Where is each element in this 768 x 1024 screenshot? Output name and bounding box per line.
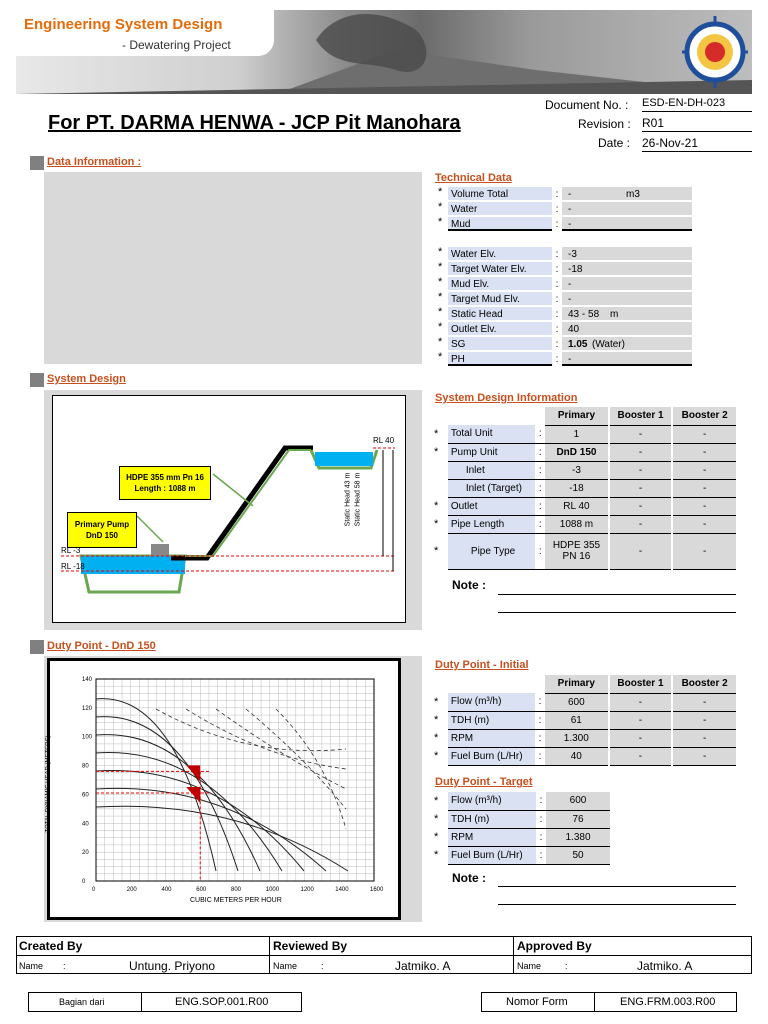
section-marker [30, 156, 44, 170]
system-note-label: Note : [452, 578, 486, 592]
system-info-primary: 1 [545, 425, 609, 443]
x-tick-label: 200 [126, 887, 137, 893]
system-diagram [52, 395, 406, 623]
system-info-key: Pipe Type [448, 533, 535, 569]
duty-target-key: Fuel Burn (L/Hr) [448, 846, 536, 864]
duty-point-heading: Duty Point - DnD 150 [47, 640, 156, 652]
duty-target-row: * RPM : 1.380 [434, 828, 610, 846]
technical-row: * Water : - [434, 202, 690, 217]
technical-row: * Static Head : 43 - 58 m [434, 307, 690, 322]
form-value: ENG.FRM.003.R00 [620, 996, 716, 1008]
duty-target-primary: 1.380 [546, 828, 610, 846]
company-logo [682, 14, 748, 90]
technical-row: * Volume Total : - m3 [434, 187, 690, 202]
target-note-line-1 [498, 886, 736, 887]
technical-value: - [562, 352, 692, 366]
name-colon: : [63, 961, 66, 971]
y-tick-label: 20 [82, 850, 89, 857]
x-tick-label: 600 [196, 887, 207, 893]
technical-value: 40 [562, 322, 692, 336]
duty-initial-booster1: - [609, 711, 673, 729]
column-header: Primary [545, 407, 609, 425]
x-tick-label: 800 [231, 887, 242, 893]
column-header: Booster 2 [672, 407, 736, 425]
x-tick-label: 1000 [265, 887, 280, 893]
required-marker: * [438, 306, 443, 318]
required-marker: * [438, 351, 443, 363]
system-info-booster2: - [672, 443, 736, 461]
duty-initial-primary: 40 [545, 747, 609, 765]
system-info-primary: -18 [545, 479, 609, 497]
system-info-key: Inlet [448, 461, 535, 479]
doc-no-label: Document No. : [545, 98, 629, 112]
duty-target-primary: 76 [546, 810, 610, 828]
duty-initial-table [434, 675, 736, 766]
document-title: For PT. DARMA HENWA - JCP Pit Manohara [48, 112, 461, 134]
technical-value: -18 [562, 262, 692, 276]
duty-initial-row: * TDH (m) : 61 - - [434, 711, 736, 729]
technical-row: * Outlet Elv. : 40 [434, 322, 690, 337]
system-info-primary: 1088 m [545, 515, 609, 533]
date-value: 26-Nov-21 [642, 136, 752, 152]
technical-row: * SG : 1.05 (Water) [434, 337, 690, 352]
duty-initial-booster2: - [672, 747, 736, 765]
system-info-booster2: - [672, 479, 736, 497]
duty-target-heading: Duty Point - Target [435, 776, 533, 788]
system-info-primary: -3 [545, 461, 609, 479]
duty-target-key: RPM [448, 828, 536, 846]
technical-value: -3 [562, 247, 692, 261]
y-tick-label: 60 [82, 792, 89, 799]
x-tick-label: 1600 [370, 887, 384, 893]
section-marker [30, 373, 44, 387]
required-marker: * [434, 446, 439, 458]
system-info-row: * Pipe Length : 1088 m - - [434, 515, 736, 533]
y-tick-label: 80 [82, 763, 89, 770]
system-info-primary: DnD 150 [545, 443, 609, 461]
column-header: Booster 1 [609, 675, 673, 693]
required-marker: * [438, 336, 443, 348]
required-marker: * [434, 428, 439, 440]
duty-initial-primary: 1.300 [545, 729, 609, 747]
system-info-row: * Outlet : RL 40 - - [434, 497, 736, 515]
rl-b-label: RL -18 [61, 562, 85, 571]
bagian-value: ENG.SOP.001.R00 [175, 996, 269, 1008]
duty-target-row: * Fuel Burn (L/Hr) : 50 [434, 846, 610, 864]
required-marker: * [434, 849, 439, 861]
data-info-photo [44, 172, 422, 364]
duty-initial-key: RPM [448, 729, 535, 747]
revision-value: R01 [642, 116, 752, 132]
header-title: Engineering System Design [24, 16, 223, 33]
system-info-primary: RL 40 [545, 497, 609, 515]
static-head-a: Static Head 43 m [344, 472, 352, 527]
system-info-key: Inlet (Target) [448, 479, 535, 497]
technical-key: PH [448, 352, 552, 366]
technical-key: SG [448, 337, 552, 351]
system-info-table [434, 407, 736, 570]
revision-label: Revision : [578, 117, 631, 131]
system-info-booster1: - [609, 479, 673, 497]
required-marker: * [438, 276, 443, 288]
system-info-booster2: - [672, 515, 736, 533]
duty-target-row: * Flow (m³/h) : 600 [434, 792, 610, 810]
bagian-label: Bagian dari [59, 997, 105, 1007]
technical-key: Mud [448, 217, 552, 231]
x-tick-label: 1200 [300, 887, 314, 893]
name-label: Name [273, 961, 298, 971]
duty-initial-heading: Duty Point - Initial [435, 659, 529, 671]
duty-initial-primary: 61 [545, 711, 609, 729]
system-design-heading: System Design [47, 373, 126, 385]
name-colon: : [565, 961, 568, 971]
system-info-booster2: - [672, 425, 736, 443]
system-info-booster1: - [609, 461, 673, 479]
pump-curve-frame [44, 656, 422, 922]
duty-target-primary: 600 [546, 792, 610, 810]
name-label: Name [517, 961, 542, 971]
pipe-callout: HDPE 355 mm Pn 16 Length : 1088 m [119, 466, 211, 500]
system-info-booster1: - [609, 533, 673, 569]
duty-initial-booster2: - [672, 693, 736, 711]
approved-by-label: Approved By [517, 939, 592, 953]
duty-initial-key: TDH (m) [448, 711, 535, 729]
duty-target-key: Flow (m³/h) [448, 792, 536, 810]
technical-row: * Water Elv. : -3 [434, 247, 690, 262]
system-info-key: Total Unit [448, 425, 535, 443]
system-info-booster1: - [609, 497, 673, 515]
header-banner [16, 10, 752, 94]
system-info-row: * Total Unit : 1 - - [434, 425, 736, 443]
rl-top-label: RL 40 [373, 436, 395, 445]
technical-key: Static Head [448, 307, 552, 321]
system-info-key: Pump Unit [448, 443, 535, 461]
date-label: Date : [598, 136, 631, 150]
doc-no-value: ESD-EN-DH-023 [642, 97, 752, 112]
x-tick-label: 400 [161, 887, 172, 893]
system-diagram-frame [44, 390, 422, 630]
section-marker [30, 640, 44, 654]
duty-initial-row: * Flow (m³/h) : 600 - - [434, 693, 736, 711]
technical-value: - [562, 202, 692, 216]
x-tick-label: 1400 [335, 887, 349, 893]
technical-value: - [562, 277, 692, 291]
name-label: Name [19, 961, 44, 971]
technical-value: - m3 [562, 187, 692, 201]
y-tick-label: 40 [82, 821, 89, 828]
system-info-primary: HDPE 355 PN 16 [545, 533, 609, 569]
chart-x-label: CUBIC METERS PER HOUR [190, 897, 282, 904]
reviewed-by-label: Reviewed By [273, 939, 348, 953]
pump-callout: Primary Pump DnD 150 [67, 512, 137, 548]
column-header: Primary [545, 675, 609, 693]
required-marker: * [438, 321, 443, 333]
required-marker: * [434, 795, 439, 807]
column-header: Booster 1 [609, 407, 673, 425]
technical-value: - [562, 292, 692, 306]
duty-initial-primary: 600 [545, 693, 609, 711]
duty-initial-booster2: - [672, 729, 736, 747]
system-note-line-2 [498, 612, 736, 613]
approved-name: Jatmiko. A [637, 959, 693, 973]
duty-target-row: * TDH (m) : 76 [434, 810, 610, 828]
system-info-row: * Pipe Type : HDPE 355 PN 16 - - [434, 533, 736, 569]
required-marker: * [434, 813, 439, 825]
footer-form [481, 992, 737, 1012]
technical-key: Target Mud Elv. [448, 292, 552, 306]
system-note-line-1 [498, 594, 736, 595]
technical-value: - [562, 217, 692, 231]
technical-data-heading: Technical Data [435, 172, 512, 184]
required-marker: * [438, 246, 443, 258]
signature-block [16, 936, 752, 974]
system-info-booster1: - [609, 425, 673, 443]
static-head-b: Static Head 58 m [354, 472, 362, 527]
footer-bagian [28, 992, 302, 1012]
system-info-row: Inlet (Target) : -18 - - [434, 479, 736, 497]
system-info-booster2: - [672, 461, 736, 479]
system-info-heading: System Design Information [435, 392, 578, 404]
pump-curve-chart [47, 658, 401, 920]
technical-value: 1.05 (Water) [562, 337, 692, 351]
required-marker: * [434, 750, 439, 762]
chart-y-label: TOTAL DYNAMIC HEAD (METERS) [45, 735, 52, 833]
system-info-key: Pipe Length [448, 515, 535, 533]
duty-initial-booster2: - [672, 711, 736, 729]
technical-key: Water Elv. [448, 247, 552, 261]
duty-target-key: TDH (m) [448, 810, 536, 828]
y-tick-label: 0 [82, 879, 86, 885]
created-by-label: Created By [19, 939, 83, 953]
y-tick-label: 140 [82, 677, 93, 683]
technical-row: * Target Mud Elv. : - [434, 292, 690, 307]
target-note-label: Note : [452, 871, 486, 885]
required-marker: * [438, 216, 443, 228]
column-header: Booster 2 [672, 675, 736, 693]
required-marker: * [438, 261, 443, 273]
y-tick-label: 120 [82, 705, 93, 712]
required-marker: * [434, 696, 439, 708]
target-note-line-2 [498, 904, 736, 905]
required-marker: * [434, 732, 439, 744]
duty-initial-row: * Fuel Burn (L/Hr) : 40 - - [434, 747, 736, 765]
system-info-row: * Pump Unit : DnD 150 - - [434, 443, 736, 461]
required-marker: * [434, 831, 439, 843]
data-info-heading: Data Information : [47, 156, 142, 168]
reviewed-name: Jatmiko. A [395, 959, 451, 973]
technical-key: Outlet Elv. [448, 322, 552, 336]
y-tick-label: 100 [82, 734, 93, 741]
system-info-key: Outlet [448, 497, 535, 515]
duty-initial-booster1: - [609, 729, 673, 747]
required-marker: * [438, 201, 443, 213]
required-marker: * [438, 186, 443, 198]
system-info-booster2: - [672, 497, 736, 515]
duty-initial-row: * RPM : 1.300 - - [434, 729, 736, 747]
duty-initial-booster1: - [609, 693, 673, 711]
name-colon: : [321, 961, 324, 971]
system-info-booster1: - [609, 443, 673, 461]
x-tick-label: 0 [92, 887, 96, 893]
technical-key: Target Water Elv. [448, 262, 552, 276]
system-info-booster1: - [609, 515, 673, 533]
duty-initial-booster1: - [609, 747, 673, 765]
technical-row: * Mud : - [434, 217, 690, 232]
required-marker: * [434, 545, 439, 557]
required-marker: * [434, 500, 439, 512]
duty-target-primary: 50 [546, 846, 610, 864]
header-subtitle: - Dewatering Project [122, 38, 231, 52]
technical-key: Volume Total [448, 187, 552, 201]
technical-row: * Target Water Elv. : -18 [434, 262, 690, 277]
technical-key: Water [448, 202, 552, 216]
duty-initial-key: Flow (m³/h) [448, 693, 535, 711]
technical-key: Mud Elv. [448, 277, 552, 291]
system-info-booster2: - [672, 533, 736, 569]
technical-value: 43 - 58 m [562, 307, 692, 321]
form-label: Nomor Form [506, 996, 568, 1008]
required-marker: * [434, 714, 439, 726]
duty-target-table [434, 792, 610, 865]
system-info-row: Inlet : -3 - - [434, 461, 736, 479]
technical-row: * Mud Elv. : - [434, 277, 690, 292]
required-marker: * [434, 518, 439, 530]
technical-row: * PH : - [434, 352, 690, 367]
duty-initial-key: Fuel Burn (L/Hr) [448, 747, 535, 765]
required-marker: * [438, 291, 443, 303]
header-title-box [16, 10, 274, 56]
created-name: Untung. Priyono [129, 959, 216, 973]
rl-a-label: RL -3 [61, 546, 81, 555]
